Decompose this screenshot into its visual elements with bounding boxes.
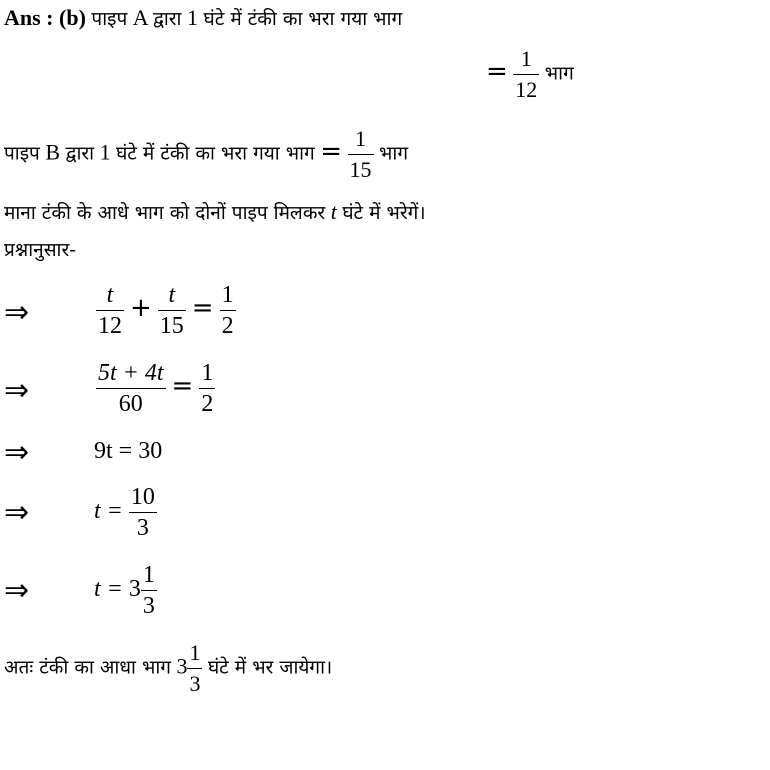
line1-mid: द्वारा <box>152 8 182 30</box>
implies-arrow: ⇒ <box>4 435 30 470</box>
pipe-a-rate-line <box>486 44 574 105</box>
numerator: 1 <box>348 124 374 155</box>
lhs: t = <box>94 576 123 603</box>
unit-bhag: भाग <box>379 142 409 165</box>
whole-number: 3 <box>176 653 188 679</box>
numerator: 1 <box>199 358 215 389</box>
line3-pre: पाइप <box>4 142 40 165</box>
step3-equation: 9t = 30 <box>94 438 163 464</box>
denominator: 2 <box>201 391 214 417</box>
numerator: 1 <box>220 280 236 311</box>
whole-number: 3 <box>128 576 141 603</box>
implies-arrow: ⇒ <box>4 573 30 608</box>
step2-equation <box>96 358 215 419</box>
numerator: 1 <box>513 44 539 75</box>
fraction-1-12 <box>513 44 539 105</box>
option-label: (b) <box>59 5 86 30</box>
equals-sign: = <box>486 56 508 87</box>
fraction-t-12 <box>96 280 124 341</box>
numerator: 10 <box>129 482 157 513</box>
lhs: t = <box>94 498 123 525</box>
final-answer-line <box>4 638 332 699</box>
variable-t: t <box>330 199 337 224</box>
pipe-b-line <box>4 124 408 185</box>
line4-post: घंटे में भरेगें। <box>342 202 426 224</box>
denominator: 15 <box>159 313 184 339</box>
fraction-10-3 <box>129 482 157 543</box>
fraction-1-3 <box>141 560 157 621</box>
line3-post: घंटे में टंकी का भरा गया भाग <box>116 142 315 165</box>
denominator: 12 <box>98 313 122 339</box>
line4-pre: माना टंकी के आधे भाग को दोनों पाइप मिलकर <box>4 202 326 224</box>
fraction-t-15 <box>158 280 186 341</box>
numerator: 1 <box>187 638 202 669</box>
according-to-question: प्रश्नानुसार- <box>4 239 77 261</box>
numerator: t <box>106 282 114 308</box>
implies-arrow: ⇒ <box>4 373 30 408</box>
step1-equation <box>96 280 236 341</box>
denominator: 15 <box>349 157 372 182</box>
numerator: t <box>168 282 176 308</box>
fraction-1-3 <box>187 638 202 699</box>
answer-line <box>4 4 402 33</box>
pipe-b: B <box>45 139 61 165</box>
numerator: 1 <box>141 560 157 591</box>
step5-equation <box>94 560 157 621</box>
denominator: 60 <box>118 391 143 417</box>
fraction-1-2 <box>199 358 215 419</box>
final-pre: अतः टंकी का आधा भाग <box>4 656 171 679</box>
pipe-a: A <box>132 5 148 30</box>
numerator: 5t + 4t <box>96 358 166 389</box>
equals-sign: = <box>191 293 214 324</box>
assumption-line <box>4 198 426 227</box>
implies-arrow: ⇒ <box>4 495 30 530</box>
line3-mid: द्वारा <box>65 142 95 165</box>
unit-bhag: भाग <box>544 62 574 85</box>
line3-one: 1 <box>99 139 111 165</box>
line1-one: 1 <box>186 5 198 30</box>
line1-pre: पाइप <box>91 8 128 30</box>
fraction-9t-60 <box>96 358 166 419</box>
plus-sign: + <box>130 293 152 324</box>
equals-sign: = <box>171 371 194 402</box>
denominator: 12 <box>515 77 538 102</box>
fraction-1-15 <box>348 124 374 185</box>
step4-equation <box>94 482 157 543</box>
line1-post: घंटे में टंकी का भरा गया भाग <box>203 8 403 30</box>
denominator: 3 <box>142 593 155 619</box>
ans-label: Ans : <box>4 5 54 30</box>
final-post: घंटे में भर जायेगा। <box>207 656 333 679</box>
denominator: 3 <box>136 515 149 541</box>
denominator: 2 <box>221 313 234 339</box>
equals-sign: = <box>320 136 343 167</box>
fraction-1-2 <box>220 280 236 341</box>
implies-arrow: ⇒ <box>4 295 30 330</box>
denominator: 3 <box>189 671 201 696</box>
